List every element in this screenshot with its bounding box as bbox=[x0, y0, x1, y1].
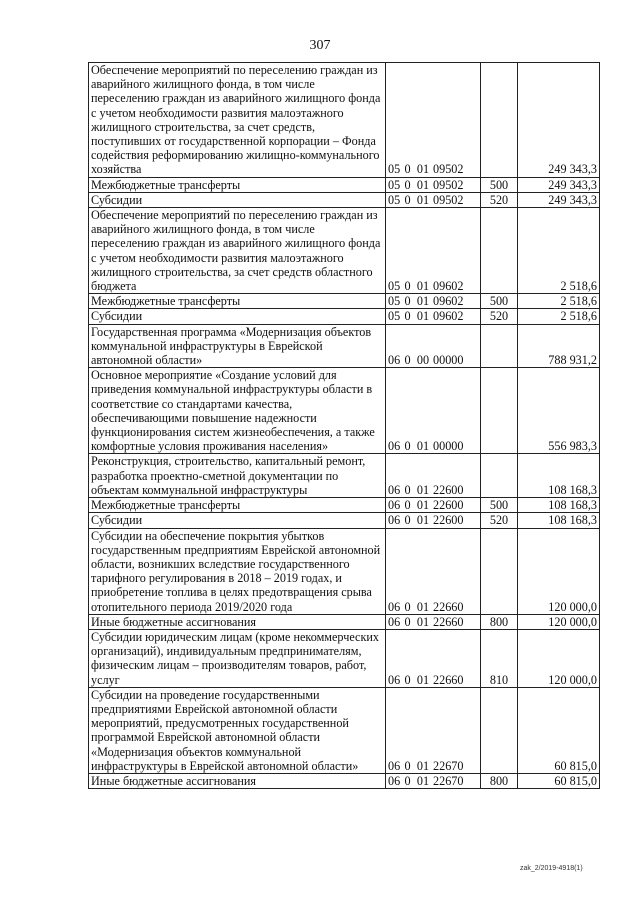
table-row bbox=[89, 63, 600, 178]
target-article-code-cell bbox=[386, 528, 481, 614]
code-part-c1: 05 bbox=[388, 177, 401, 192]
target-article-code-cell bbox=[386, 294, 481, 309]
target-article-code-cell bbox=[386, 208, 481, 294]
code-part-c4: 22600 bbox=[433, 482, 464, 497]
table-row bbox=[89, 309, 600, 324]
code-part-c3: 01 bbox=[416, 513, 430, 528]
code-part-c1: 06 bbox=[388, 614, 401, 629]
code-part-c4: 22660 bbox=[433, 672, 464, 687]
code-part-c2: 0 bbox=[404, 758, 411, 773]
table-row bbox=[89, 368, 600, 454]
table-row bbox=[89, 192, 600, 207]
target-article-code-cell bbox=[386, 513, 481, 528]
table-row bbox=[89, 513, 600, 528]
code-part-c3: 01 bbox=[416, 773, 430, 788]
expense-name-cell: Межбюджетные трансферты bbox=[89, 177, 386, 192]
target-article-code-cell bbox=[386, 177, 481, 192]
code-part-c4: 09602 bbox=[433, 294, 464, 309]
table-row bbox=[89, 629, 600, 687]
code-part-c4: 22670 bbox=[433, 758, 464, 773]
amount-cell: 788 931,2 bbox=[518, 324, 600, 368]
code-part-c2: 0 bbox=[404, 177, 411, 192]
expense-type-cell: 800 bbox=[481, 773, 518, 788]
amount-cell: 249 343,3 bbox=[518, 63, 600, 178]
code-part-c3: 01 bbox=[416, 758, 430, 773]
amount-cell: 2 518,6 bbox=[518, 294, 600, 309]
target-article-code-cell bbox=[386, 629, 481, 687]
code-part-c4: 09602 bbox=[433, 279, 464, 294]
code-part-c3: 01 bbox=[416, 498, 430, 513]
code-part-c1: 05 bbox=[388, 279, 401, 294]
code-part-c3: 01 bbox=[416, 192, 430, 207]
expense-type-cell bbox=[481, 324, 518, 368]
expense-name-cell: Субсидии bbox=[89, 192, 386, 207]
table-row bbox=[89, 324, 600, 368]
footer-doc-id: zak_2/2019-4918(1) bbox=[520, 865, 583, 872]
code-part-c3: 01 bbox=[416, 672, 430, 687]
expense-type-cell bbox=[481, 368, 518, 454]
code-part-c1: 05 bbox=[388, 294, 401, 309]
expense-name-cell: Субсидии bbox=[89, 513, 386, 528]
code-part-c2: 0 bbox=[404, 439, 411, 454]
code-part-c1: 06 bbox=[388, 439, 401, 454]
amount-cell: 60 815,0 bbox=[518, 773, 600, 788]
expense-type-cell: 500 bbox=[481, 294, 518, 309]
code-part-c3: 01 bbox=[416, 177, 430, 192]
expense-type-cell bbox=[481, 528, 518, 614]
code-part-c4: 22600 bbox=[433, 513, 464, 528]
amount-cell: 120 000,0 bbox=[518, 528, 600, 614]
expense-name-cell: Иные бюджетные ассигнования bbox=[89, 614, 386, 629]
code-part-c1: 05 bbox=[388, 309, 401, 324]
code-part-c2: 0 bbox=[404, 513, 411, 528]
expense-type-cell: 520 bbox=[481, 513, 518, 528]
code-part-c1: 06 bbox=[388, 482, 401, 497]
target-article-code-cell bbox=[386, 498, 481, 513]
code-part-c2: 0 bbox=[404, 672, 411, 687]
target-article-code-cell bbox=[386, 454, 481, 498]
expense-type-cell bbox=[481, 63, 518, 178]
target-article-code-cell bbox=[386, 63, 481, 178]
code-part-c4: 22600 bbox=[433, 498, 464, 513]
target-article-code-cell bbox=[386, 368, 481, 454]
code-part-c2: 0 bbox=[404, 162, 411, 177]
code-part-c4: 09502 bbox=[433, 177, 464, 192]
expense-type-cell bbox=[481, 687, 518, 773]
code-part-c3: 01 bbox=[416, 614, 430, 629]
expense-type-cell: 800 bbox=[481, 614, 518, 629]
expense-type-cell bbox=[481, 208, 518, 294]
page-number: 307 bbox=[309, 38, 331, 53]
amount-cell: 2 518,6 bbox=[518, 208, 600, 294]
expense-name-cell: Субсидии юридическим лицам (кроме некоммерческих организаций), индивидуальным предпринимателям, физическим лицам – производителям товаров, работ, услуг bbox=[89, 629, 386, 687]
table-row bbox=[89, 177, 600, 192]
table-row bbox=[89, 208, 600, 294]
code-part-c4: 22660 bbox=[433, 599, 464, 614]
expense-type-cell: 500 bbox=[481, 177, 518, 192]
code-part-c3: 00 bbox=[416, 353, 430, 368]
expense-type-cell: 520 bbox=[481, 192, 518, 207]
table-row bbox=[89, 614, 600, 629]
expense-name-cell: Обеспечение мероприятий по переселению граждан из аварийного жилищного фонда, в том числе переселению граждан из аварийного жилищного фонда с учетом необходимости развития малоэтажного жилищного строительства, за счет средств, поступивших от государственной корпорации – Фонда содействия реформированию жилищно-коммунального хозяйства bbox=[89, 63, 386, 178]
code-part-c4: 09602 bbox=[433, 309, 464, 324]
expense-type-cell: 810 bbox=[481, 629, 518, 687]
amount-cell: 108 168,3 bbox=[518, 454, 600, 498]
code-part-c3: 01 bbox=[416, 482, 430, 497]
expense-name-cell: Государственная программа «Модернизация объектов коммунальной инфраструктуры в Еврейской автономной области» bbox=[89, 324, 386, 368]
code-part-c3: 01 bbox=[416, 162, 430, 177]
target-article-code-cell bbox=[386, 687, 481, 773]
amount-cell: 249 343,3 bbox=[518, 177, 600, 192]
code-part-c2: 0 bbox=[404, 482, 411, 497]
table-row bbox=[89, 773, 600, 788]
target-article-code-cell bbox=[386, 614, 481, 629]
target-article-code-cell bbox=[386, 309, 481, 324]
code-part-c3: 01 bbox=[416, 439, 430, 454]
amount-cell: 120 000,0 bbox=[518, 614, 600, 629]
code-part-c1: 06 bbox=[388, 353, 401, 368]
expense-type-cell: 500 bbox=[481, 498, 518, 513]
code-part-c3: 01 bbox=[416, 599, 430, 614]
target-article-code-cell bbox=[386, 192, 481, 207]
code-part-c4: 22670 bbox=[433, 773, 464, 788]
expense-name-cell: Основное мероприятие «Создание условий для приведения коммунальной инфраструктуры области в соответствие со стандартами качества, обеспечивающими повышение надежности функционирования систем жизнеобеспечения, а также комфортные условия проживания населения» bbox=[89, 368, 386, 454]
code-part-c2: 0 bbox=[404, 309, 411, 324]
table-row bbox=[89, 454, 600, 498]
code-part-c1: 06 bbox=[388, 773, 401, 788]
code-part-c2: 0 bbox=[404, 353, 411, 368]
expense-name-cell: Субсидии на проведение государственными предприятиями Еврейской автономной области мероприятий, предусмотренных государственной программой Еврейской автономной области «Модернизация объектов коммунальной инфраструктуры в Еврейской автономной области» bbox=[89, 687, 386, 773]
code-part-c2: 0 bbox=[404, 294, 411, 309]
expense-name-cell: Иные бюджетные ассигнования bbox=[89, 773, 386, 788]
code-part-c3: 01 bbox=[416, 279, 430, 294]
code-part-c4: 00000 bbox=[433, 439, 464, 454]
code-part-c1: 06 bbox=[388, 758, 401, 773]
code-part-c2: 0 bbox=[404, 599, 411, 614]
expense-type-cell: 520 bbox=[481, 309, 518, 324]
target-article-code-cell bbox=[386, 324, 481, 368]
code-part-c1: 06 bbox=[388, 599, 401, 614]
budget-table bbox=[88, 62, 600, 789]
code-part-c4: 09502 bbox=[433, 192, 464, 207]
code-part-c1: 05 bbox=[388, 192, 401, 207]
expense-name-cell: Реконструкция, строительство, капитальный ремонт, разработка проектно-сметной документации по объектам коммунальной инфраструктуры bbox=[89, 454, 386, 498]
code-part-c1: 05 bbox=[388, 162, 401, 177]
expense-name-cell: Субсидии bbox=[89, 309, 386, 324]
code-part-c4: 00000 bbox=[433, 353, 464, 368]
code-part-c2: 0 bbox=[404, 279, 411, 294]
expense-name-cell: Обеспечение мероприятий по переселению граждан из аварийного жилищного фонда, в том числе переселению граждан из аварийного жилищного фонда с учетом необходимости развития малоэтажного жилищного строительства, за счет средств областного бюджета bbox=[89, 208, 386, 294]
code-part-c2: 0 bbox=[404, 498, 411, 513]
code-part-c1: 06 bbox=[388, 513, 401, 528]
target-article-code-cell bbox=[386, 773, 481, 788]
code-part-c3: 01 bbox=[416, 309, 430, 324]
amount-cell: 2 518,6 bbox=[518, 309, 600, 324]
table-row bbox=[89, 294, 600, 309]
amount-cell: 120 000,0 bbox=[518, 629, 600, 687]
code-part-c2: 0 bbox=[404, 192, 411, 207]
expense-type-cell bbox=[481, 454, 518, 498]
amount-cell: 108 168,3 bbox=[518, 498, 600, 513]
amount-cell: 249 343,3 bbox=[518, 192, 600, 207]
code-part-c4: 22660 bbox=[433, 614, 464, 629]
table-row bbox=[89, 687, 600, 773]
code-part-c1: 06 bbox=[388, 672, 401, 687]
code-part-c3: 01 bbox=[416, 294, 430, 309]
amount-cell: 108 168,3 bbox=[518, 513, 600, 528]
code-part-c2: 0 bbox=[404, 614, 411, 629]
code-part-c4: 09502 bbox=[433, 162, 464, 177]
expense-name-cell: Межбюджетные трансферты bbox=[89, 294, 386, 309]
code-part-c1: 06 bbox=[388, 498, 401, 513]
table-row bbox=[89, 528, 600, 614]
amount-cell: 60 815,0 bbox=[518, 687, 600, 773]
table-row bbox=[89, 498, 600, 513]
amount-cell: 556 983,3 bbox=[518, 368, 600, 454]
expense-name-cell: Межбюджетные трансферты bbox=[89, 498, 386, 513]
expense-name-cell: Субсидии на обеспечение покрытия убытков государственным предприятиям Еврейской автономной области, возникших вследствие государственного тарифного регулирования в 2018 – 2019 годах, и приобретение топлива в целях предотвращения срыва отопительного периода 2019/2020 года bbox=[89, 528, 386, 614]
code-part-c2: 0 bbox=[404, 773, 411, 788]
